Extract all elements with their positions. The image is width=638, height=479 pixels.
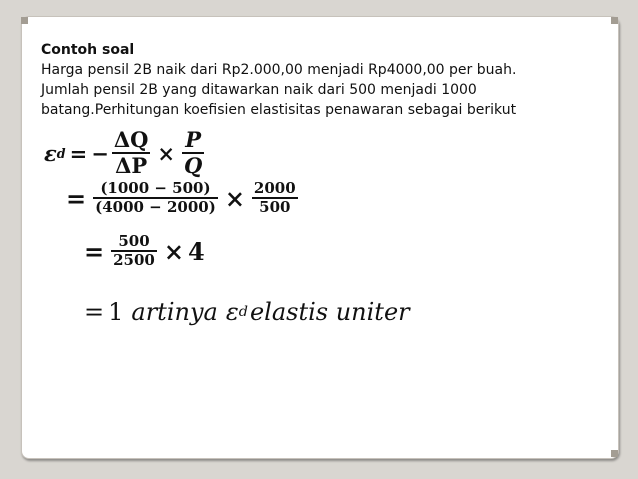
problem-heading: Contoh soal (41, 42, 135, 58)
formula-simplified (80, 233, 205, 270)
times-sign: × (224, 183, 245, 213)
fraction-denominator: Q (184, 153, 203, 179)
fraction-numerator: 500 (118, 232, 150, 250)
fraction-numerator: P (185, 127, 202, 152)
minus-sign: − (91, 140, 109, 166)
fraction-denominator: ΔP (115, 153, 148, 179)
corner-marker-top-left (21, 17, 28, 24)
problem-text (41, 40, 601, 120)
formula-elasticity-definition (44, 128, 207, 178)
fraction-numerator: ΔQ (113, 127, 149, 152)
fraction-numerator: 2000 (253, 179, 296, 197)
epsilon-subscript: d (56, 145, 66, 161)
result-epsilon-subscript: d (238, 304, 248, 320)
fraction-changes (93, 180, 218, 217)
times-sign: × (157, 140, 176, 166)
equals-sign: = (84, 298, 105, 326)
fraction-simplified (111, 233, 157, 270)
problem-line-2: Jumlah pensil 2B yang ditawarkan naik dari 500 menjadi 1000 (41, 82, 477, 98)
factor-value: 4 (187, 236, 205, 266)
fraction-denominator: (4000 − 2000) (95, 198, 216, 217)
fraction-p-over-q (182, 128, 204, 178)
problem-line-1: Harga pensil 2B naik dari Rp2.000,00 menjadi Rp4000,00 per buah. (41, 62, 517, 78)
times-sign: × (163, 236, 184, 266)
result-text-elastis-uniter: elastis uniter (249, 298, 410, 326)
equals-sign: = (66, 183, 87, 213)
formula-substitution (62, 180, 301, 217)
result-value: 1 (108, 298, 124, 326)
fraction-denominator: 2500 (113, 251, 155, 270)
result-epsilon-symbol: ε (225, 298, 239, 326)
fraction-price-quantity (252, 180, 298, 217)
equals-sign: = (69, 140, 88, 166)
corner-marker-bottom-right (611, 450, 618, 457)
fraction-numerator: (1000 − 500) (100, 179, 211, 197)
equals-sign: = (84, 236, 105, 266)
fraction-delta (112, 128, 151, 178)
result-text-artinya: artinya (131, 298, 218, 326)
epsilon-symbol: ε (44, 140, 57, 166)
problem-line-3: batang.Perhitungan koefisien elastisitas penawaran sebagai berikut (41, 102, 517, 118)
fraction-denominator: 500 (259, 198, 291, 217)
corner-marker-top-right (611, 17, 618, 24)
formula-result (80, 298, 410, 326)
